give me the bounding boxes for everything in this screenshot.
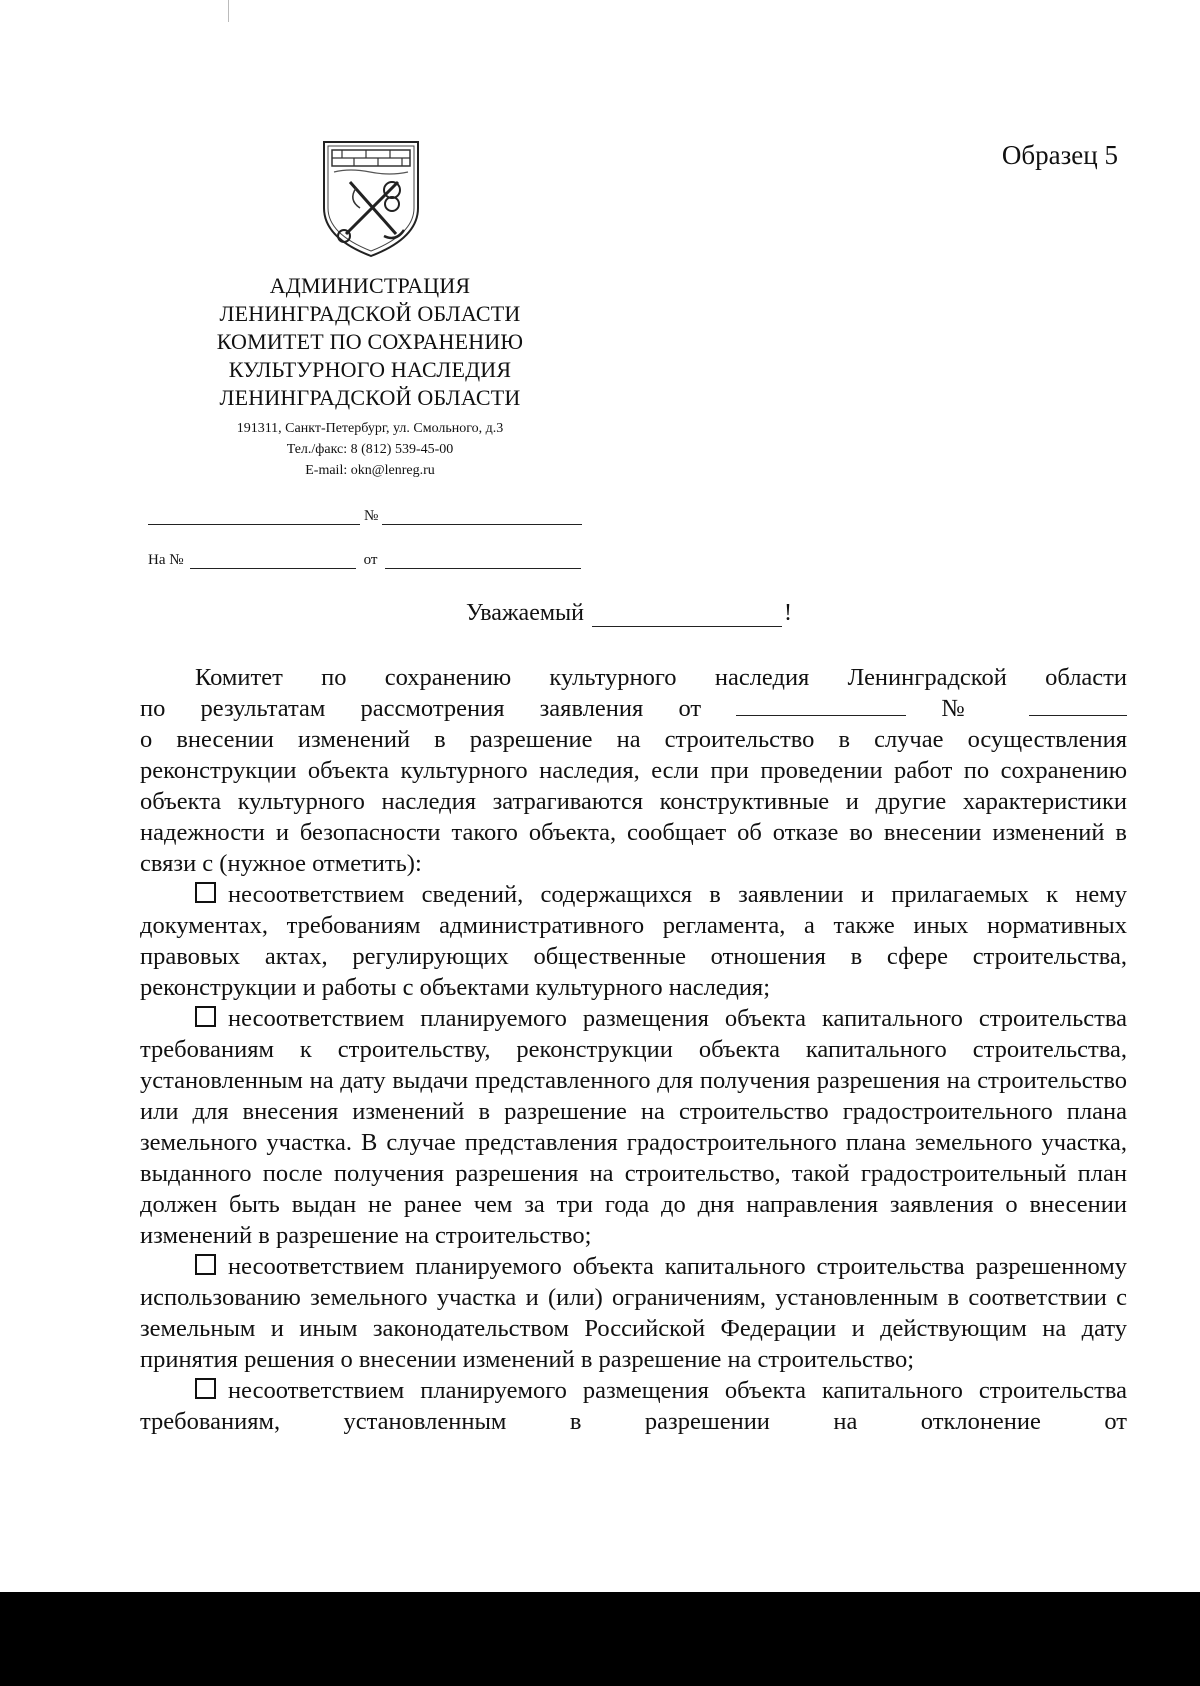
number-blank <box>382 508 582 525</box>
checkbox-icon[interactable] <box>195 1006 216 1027</box>
scan-artifact <box>228 0 229 22</box>
org-name-line: ЛЕНИНГРАДСКОЙ ОБЛАСТИ <box>219 385 521 410</box>
org-email: E-mail: okn@lenreg.ru <box>305 463 435 478</box>
org-name-line: АДМИНИСТРАЦИЯ <box>269 273 471 298</box>
option-text: несоответствием планируемого размещения объекта капитального строительства требованиям к строительству, реконструкции объекта капитального строительства, установленным на дату выдачи представленного для получения разрешения на строительство или для внесения изменений в разрешение на строительство градостроительного плана земельного участка. В случае представления градостроительного плана земельного участка, выданного после получения разрешения на строительство, такой градостроительный план должен быть выдан не ранее чем за три года до дня направления заявления о внесении изменений в разрешение на строительство; <box>140 1005 1127 1249</box>
org-name-line: ЛЕНИНГРАДСКОЙ ОБЛАСТИ <box>219 301 521 326</box>
refusal-option-3 <box>140 1251 1127 1375</box>
paragraph-intro-line1: Комитет по сохранению культурного наследия Ленинградской области <box>195 664 1127 691</box>
number-sign: № <box>364 508 379 524</box>
greeting-word: Уважаемый <box>466 600 584 626</box>
checkbox-icon[interactable] <box>195 1378 216 1399</box>
greeting-line <box>466 600 792 627</box>
paragraph-intro-rest: о внесении изменений в разрешение на строительство в случае осуществления реконструкции объекта культурного наследия, если при проведении работ по сохранению объекта культурного наследия затрагиваются конструктивные и другие характеристики надежности и безопасности такого объекта, сообщает об отказе во внесении изменений в связи с (нужное отметить): <box>140 726 1127 877</box>
addressee-blank <box>592 604 782 627</box>
from-label: от <box>363 552 378 568</box>
application-number-blank <box>1029 697 1127 716</box>
option-text: несоответствием сведений, содержащихся в заявлении и прилагаемых к нему документах, требованиям административного регламента, а также иных нормативных правовых актах, регулирующих общественные отношения в сфере строительства, реконструкции и работы с объектами культурного наследия; <box>140 881 1127 1001</box>
sample-label: Образец 5 <box>1001 140 1118 170</box>
refusal-option-4 <box>140 1375 1127 1437</box>
application-date-blank <box>736 697 906 716</box>
option-text: несоответствием планируемого объекта капитального строительства разрешенному использованию земельного участка и (или) ограничениям, установленным в соответствии с земельным и иным законодательством Российской Федерации и действующим на дату принятия решения о внесении изменений в разрешение на строительство; <box>140 1253 1127 1373</box>
reply-reference-line <box>148 552 581 569</box>
application-number-sign: № <box>941 695 994 722</box>
letter-body <box>140 662 1127 1437</box>
outgoing-number-line <box>148 508 582 525</box>
paragraph-intro-line2 <box>140 693 1127 724</box>
option-text: несоответствием планируемого размещения объекта капитального строительства требованиям, установленным в разрешении на отклонение от <box>140 1377 1127 1435</box>
reply-label: На № <box>148 552 184 568</box>
org-address: 191311, Санкт-Петербург, ул. Смольного, д.3 <box>236 421 504 436</box>
org-phone: Тел./факс: 8 (812) 539-45-00 <box>286 442 454 457</box>
checkbox-icon[interactable] <box>195 882 216 903</box>
date-blank <box>148 508 360 525</box>
greeting-exclamation: ! <box>784 600 792 626</box>
reply-date-blank <box>385 552 581 569</box>
refusal-option-2 <box>140 1003 1127 1251</box>
reply-number-blank <box>190 552 356 569</box>
refusal-option-1 <box>140 879 1127 1003</box>
checkbox-icon[interactable] <box>195 1254 216 1275</box>
coat-of-arms-icon <box>320 138 422 260</box>
application-text: по результатам рассмотрения заявления от <box>140 695 702 722</box>
scan-bottom-border <box>0 1592 1200 1686</box>
organization-block <box>180 272 560 481</box>
org-name-line: КОМИТЕТ ПО СОХРАНЕНИЮ <box>216 329 524 354</box>
org-name-line: КУЛЬТУРНОГО НАСЛЕДИЯ <box>228 357 512 382</box>
